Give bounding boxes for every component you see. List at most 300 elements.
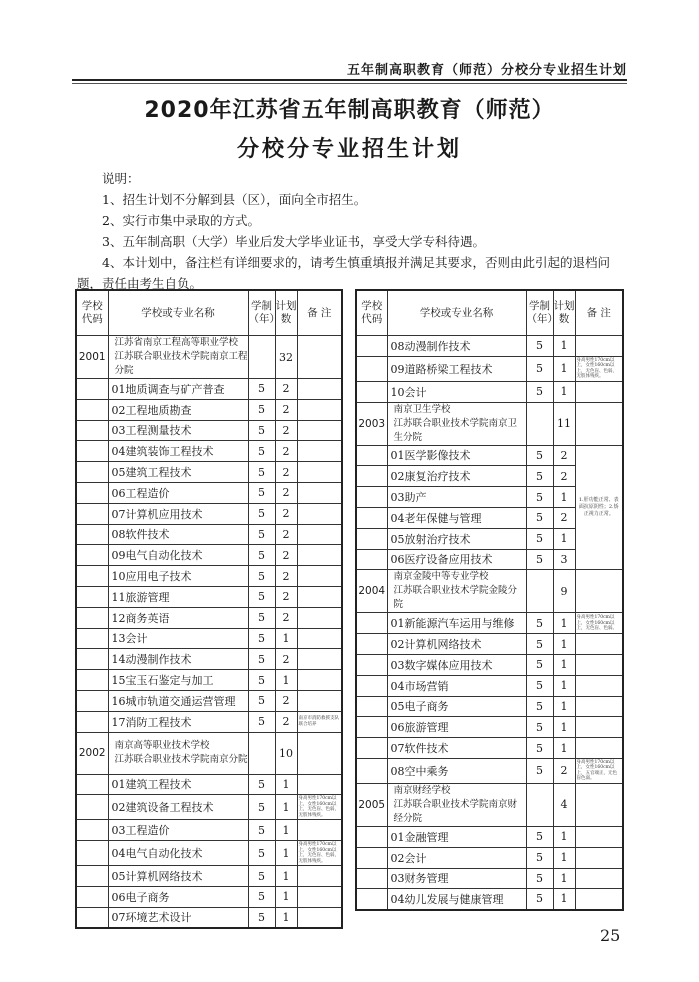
major-code-cell [356, 336, 387, 357]
major-years: 5 [248, 670, 275, 691]
major-plan: 2 [275, 503, 297, 524]
major-years: 5 [526, 613, 553, 634]
major-note [297, 628, 342, 649]
major-plan: 1 [275, 841, 297, 866]
major-name: 03财务管理 [387, 868, 526, 889]
major-plan: 1 [553, 889, 575, 910]
major-note [575, 847, 623, 868]
major-note [575, 381, 623, 402]
major-note [575, 717, 623, 738]
school-years [526, 783, 553, 826]
note-item: 3、五年制高职（大学）毕业后发大学毕业证书，享受大学专科待遇。 [102, 234, 485, 249]
major-note: 身高男性170cm以上，女性160cm以上，无色盲、色弱，无肢体残疾。 [297, 795, 342, 820]
major-note [575, 675, 623, 696]
major-row [76, 566, 342, 587]
major-note: 身高男性170cm以上，女性160cm以上，五官端正，无色盲色弱。 [575, 758, 623, 783]
major-plan: 1 [553, 696, 575, 717]
school-name [108, 336, 248, 379]
school-name-line: 南京金陵中等专业学校 [393, 571, 489, 583]
major-row [356, 696, 623, 717]
major-years: 5 [526, 634, 553, 655]
major-name: 05电子商务 [387, 696, 526, 717]
major-years: 5 [248, 545, 275, 566]
major-name: 03助产 [387, 487, 526, 508]
major-years: 5 [526, 549, 553, 570]
major-years: 5 [248, 420, 275, 441]
major-note [297, 545, 342, 566]
major-name: 01医学影像技术 [387, 445, 526, 466]
major-note [575, 868, 623, 889]
major-code-cell [356, 381, 387, 402]
major-row [76, 379, 342, 400]
major-years: 5 [526, 889, 553, 910]
major-note: 南京市消防救援支队联合培养 [297, 711, 342, 732]
major-row [356, 675, 623, 696]
major-years: 5 [248, 482, 275, 503]
page-title-line1: 2020年江苏省五年制高职教育（师范） [144, 98, 555, 123]
major-row [76, 462, 342, 483]
major-code-cell [356, 507, 387, 528]
major-code-cell [76, 628, 108, 649]
major-name: 05建筑工程技术 [108, 462, 248, 483]
major-note [297, 524, 342, 545]
major-row [356, 758, 623, 783]
major-note [297, 774, 342, 795]
major-years: 5 [526, 654, 553, 675]
major-name: 06医疗设备应用技术 [387, 549, 526, 570]
major-plan: 1 [553, 847, 575, 868]
major-years: 5 [526, 717, 553, 738]
major-plan: 2 [275, 420, 297, 441]
major-code-cell [76, 670, 108, 691]
school-plan: 4 [553, 783, 575, 826]
major-name: 04老年保健与管理 [387, 507, 526, 528]
major-plan: 2 [275, 524, 297, 545]
major-note [297, 886, 342, 907]
major-name: 01地质调查与矿产普查 [108, 379, 248, 400]
major-row [76, 795, 342, 820]
major-plan: 1 [553, 381, 575, 402]
major-plan: 1 [553, 336, 575, 357]
major-note [297, 379, 342, 400]
major-note [297, 607, 342, 628]
major-row [356, 738, 623, 759]
school-name-line: 江苏联合职业技术学院南京财经分院 [393, 798, 518, 824]
major-row [76, 628, 342, 649]
school-plan: 32 [275, 336, 297, 379]
major-row [76, 820, 342, 841]
major-name: 13会计 [108, 628, 248, 649]
major-plan: 1 [275, 866, 297, 887]
school-code: 2004 [356, 570, 387, 613]
major-name: 08动漫制作技术 [387, 336, 526, 357]
school-code: 2002 [76, 732, 108, 774]
major-plan: 2 [275, 690, 297, 711]
plan-table-right [355, 289, 624, 911]
major-years: 5 [248, 649, 275, 670]
major-plan: 1 [275, 820, 297, 841]
page-number: 25 [600, 926, 621, 945]
major-note [297, 399, 342, 420]
major-code-cell [356, 654, 387, 675]
major-name: 04建筑装饰工程技术 [108, 441, 248, 462]
major-plan: 2 [553, 507, 575, 528]
major-years: 5 [248, 774, 275, 795]
major-row [76, 841, 342, 866]
major-code-cell [76, 795, 108, 820]
major-note [297, 866, 342, 887]
major-code-cell [356, 738, 387, 759]
notes-label: 说明： [102, 171, 140, 186]
school-note [297, 336, 342, 379]
major-plan: 2 [275, 607, 297, 628]
major-code-cell [356, 487, 387, 508]
school-note [297, 732, 342, 774]
major-row [76, 503, 342, 524]
major-row [76, 907, 342, 928]
major-code-cell [76, 420, 108, 441]
col-header-name: 学校或专业名称 [387, 290, 526, 336]
major-row [356, 356, 623, 381]
major-row [76, 690, 342, 711]
major-years: 5 [526, 738, 553, 759]
major-name: 16城市轨道交通运营管理 [108, 690, 248, 711]
major-years: 5 [526, 487, 553, 508]
major-years: 5 [248, 628, 275, 649]
major-note [297, 820, 342, 841]
major-name: 02工程地质勘查 [108, 399, 248, 420]
major-code-cell [76, 462, 108, 483]
major-code-cell [76, 586, 108, 607]
col-header-plan: 计划数 [275, 290, 297, 336]
major-code-cell [76, 820, 108, 841]
major-name: 11旅游管理 [108, 586, 248, 607]
major-row [76, 649, 342, 670]
major-row [356, 717, 623, 738]
major-name: 01新能源汽车运用与维修 [387, 613, 526, 634]
major-row [356, 847, 623, 868]
major-name: 07软件技术 [387, 738, 526, 759]
major-note: 身高男性170cm以上，女性160cm以上，无色盲、色弱，无肢体残疾。 [297, 841, 342, 866]
major-years: 5 [526, 826, 553, 847]
notes-section [77, 168, 623, 294]
major-row [76, 607, 342, 628]
major-row [76, 545, 342, 566]
major-plan: 1 [275, 886, 297, 907]
major-row [76, 482, 342, 503]
major-name: 06工程造价 [108, 482, 248, 503]
major-code-cell [356, 466, 387, 487]
major-plan: 2 [275, 566, 297, 587]
major-plan: 2 [275, 399, 297, 420]
major-row [356, 445, 623, 466]
major-code-cell [356, 445, 387, 466]
col-header-years: 学制（年） [526, 290, 553, 336]
major-row [76, 886, 342, 907]
major-name: 09电气自动化技术 [108, 545, 248, 566]
major-name: 05计算机网络技术 [108, 866, 248, 887]
note-item: 4、本计划中，备注栏有详细要求的，请考生慎重填报并满足其要求，否则由此引起的退档问题，责任由考生自负。 [77, 255, 610, 291]
major-years: 5 [248, 841, 275, 866]
school-name-line: 南京卫生学校 [393, 403, 451, 415]
major-code-cell [356, 528, 387, 549]
school-plan: 11 [553, 402, 575, 445]
major-note [297, 649, 342, 670]
major-plan: 2 [553, 466, 575, 487]
major-code-cell [356, 717, 387, 738]
major-name: 07计算机应用技术 [108, 503, 248, 524]
major-name: 14动漫制作技术 [108, 649, 248, 670]
major-name: 09道路桥梁工程技术 [387, 356, 526, 381]
major-code-cell [76, 441, 108, 462]
major-years: 5 [248, 399, 275, 420]
major-years: 5 [526, 445, 553, 466]
major-row [356, 826, 623, 847]
major-years: 5 [526, 356, 553, 381]
major-code-cell [76, 607, 108, 628]
major-row [76, 670, 342, 691]
major-code-cell [76, 482, 108, 503]
school-years [248, 732, 275, 774]
major-code-cell [356, 675, 387, 696]
major-name: 02会计 [387, 847, 526, 868]
major-row [76, 774, 342, 795]
major-name: 02计算机网络技术 [387, 634, 526, 655]
major-code-cell [76, 711, 108, 732]
major-code-cell [76, 690, 108, 711]
major-row [76, 420, 342, 441]
major-years: 5 [526, 758, 553, 783]
major-code-cell [76, 841, 108, 866]
major-years: 5 [248, 711, 275, 732]
col-header-years: 学制（年） [248, 290, 275, 336]
major-years: 5 [248, 379, 275, 400]
major-plan: 2 [275, 711, 297, 732]
major-code-cell [356, 826, 387, 847]
col-header-code: 学校代码 [76, 290, 108, 336]
col-header-name: 学校或专业名称 [108, 290, 248, 336]
note-item: 1、招生计划不分解到县（区），面向全市招生。 [102, 192, 367, 207]
major-note [575, 634, 623, 655]
major-code-cell [76, 866, 108, 887]
major-name: 04电气自动化技术 [108, 841, 248, 866]
running-header: 五年制高职教育（师范）分校分专业招生计划 [346, 63, 627, 78]
major-name: 04幼儿发展与健康管理 [387, 889, 526, 910]
major-name: 12商务英语 [108, 607, 248, 628]
major-years: 5 [526, 466, 553, 487]
major-note [297, 420, 342, 441]
plan-table-left-body [76, 336, 342, 929]
major-plan: 2 [275, 649, 297, 670]
major-plan: 1 [553, 868, 575, 889]
major-note [297, 690, 342, 711]
major-note [575, 696, 623, 717]
major-plan: 1 [275, 774, 297, 795]
major-name: 03工程造价 [108, 820, 248, 841]
major-years: 5 [526, 696, 553, 717]
major-years: 5 [248, 503, 275, 524]
major-plan: 2 [275, 441, 297, 462]
major-plan: 1 [275, 628, 297, 649]
major-code-cell [76, 566, 108, 587]
major-note [575, 336, 623, 357]
major-years: 5 [248, 795, 275, 820]
major-years: 5 [248, 886, 275, 907]
school-plan: 9 [553, 570, 575, 613]
major-name: 03工程测量技术 [108, 420, 248, 441]
note-item: 2、实行市集中录取的方式。 [102, 213, 260, 228]
major-note [575, 654, 623, 675]
major-years: 5 [526, 381, 553, 402]
major-note [297, 462, 342, 483]
major-code-cell [356, 696, 387, 717]
school-name-line: 南京财经学校 [393, 784, 451, 796]
major-note [297, 907, 342, 928]
major-years: 5 [248, 607, 275, 628]
major-name: 05放射治疗技术 [387, 528, 526, 549]
major-name: 17消防工程技术 [108, 711, 248, 732]
major-plan: 1 [553, 487, 575, 508]
major-code-cell [76, 524, 108, 545]
major-years: 5 [526, 528, 553, 549]
major-name: 02建筑设备工程技术 [108, 795, 248, 820]
school-name [387, 783, 526, 826]
major-name: 15宝玉石鉴定与加工 [108, 670, 248, 691]
major-plan: 2 [553, 445, 575, 466]
major-code-cell [356, 634, 387, 655]
school-years [248, 336, 275, 379]
major-row [356, 654, 623, 675]
major-code-cell [356, 356, 387, 381]
plan-table-left [75, 289, 343, 929]
col-header-code: 学校代码 [356, 290, 387, 336]
merged-note: 1.肝功能正常、表面抗原阴性；2.矫正视力正常。 [575, 445, 623, 570]
major-name: 03数字媒体应用技术 [387, 654, 526, 675]
major-name: 10会计 [387, 381, 526, 402]
major-plan: 1 [553, 738, 575, 759]
major-years: 5 [526, 675, 553, 696]
school-row [356, 402, 623, 445]
col-header-note: 备 注 [575, 290, 623, 336]
school-row [356, 570, 623, 613]
major-years: 5 [248, 586, 275, 607]
major-row [76, 711, 342, 732]
major-note: 身高男性170cm以上，女性160cm以上，无色盲、色弱，无肢体残疾。 [575, 356, 623, 381]
major-name: 08空中乘务 [387, 758, 526, 783]
major-row [76, 866, 342, 887]
major-name: 10应用电子技术 [108, 566, 248, 587]
school-code: 2001 [76, 336, 108, 379]
major-name: 06旅游管理 [387, 717, 526, 738]
major-years: 5 [526, 868, 553, 889]
major-years: 5 [248, 690, 275, 711]
major-plan: 1 [553, 826, 575, 847]
major-years: 5 [526, 847, 553, 868]
major-name: 01金融管理 [387, 826, 526, 847]
major-years: 5 [526, 336, 553, 357]
major-row [356, 336, 623, 357]
major-code-cell [356, 613, 387, 634]
major-years: 5 [526, 507, 553, 528]
major-note [297, 482, 342, 503]
school-name [387, 402, 526, 445]
major-plan: 1 [553, 654, 575, 675]
major-code-cell [356, 549, 387, 570]
major-row [76, 586, 342, 607]
school-years [526, 402, 553, 445]
major-row [356, 889, 623, 910]
major-row [356, 634, 623, 655]
major-plan: 2 [275, 379, 297, 400]
major-note [297, 441, 342, 462]
major-plan: 1 [553, 717, 575, 738]
major-years: 5 [248, 462, 275, 483]
major-plan: 1 [553, 634, 575, 655]
major-note [297, 503, 342, 524]
school-note [575, 783, 623, 826]
major-name: 02康复治疗技术 [387, 466, 526, 487]
school-name [387, 570, 526, 613]
major-plan: 2 [275, 586, 297, 607]
major-note [297, 670, 342, 691]
school-note [575, 402, 623, 445]
major-code-cell [356, 758, 387, 783]
major-code-cell [76, 399, 108, 420]
school-row [76, 336, 342, 379]
major-code-cell [356, 889, 387, 910]
major-plan: 2 [275, 482, 297, 503]
major-name: 06电子商务 [108, 886, 248, 907]
major-plan: 1 [553, 613, 575, 634]
major-code-cell [76, 503, 108, 524]
major-name: 08软件技术 [108, 524, 248, 545]
major-row [356, 868, 623, 889]
major-code-cell [356, 868, 387, 889]
major-row [356, 381, 623, 402]
major-code-cell [356, 847, 387, 868]
major-note [297, 566, 342, 587]
major-plan: 3 [553, 549, 575, 570]
major-note: 身高男性170cm以上，女性160cm以上，无色盲、色弱。 [575, 613, 623, 634]
major-row [356, 613, 623, 634]
major-plan: 1 [275, 670, 297, 691]
school-plan: 10 [275, 732, 297, 774]
school-name-line: 江苏联合职业技术学院南京卫生分院 [393, 417, 518, 443]
school-name-line: 江苏联合职业技术学院南京工程分院 [114, 351, 248, 376]
school-code: 2005 [356, 783, 387, 826]
major-years: 5 [248, 441, 275, 462]
school-row [356, 783, 623, 826]
school-name-line: 南京高等职业技术学校 [114, 740, 210, 752]
school-name [108, 732, 248, 774]
major-note [297, 586, 342, 607]
major-row [76, 399, 342, 420]
major-name: 01建筑工程技术 [108, 774, 248, 795]
school-code: 2003 [356, 402, 387, 445]
header-rule-thin [72, 83, 627, 84]
school-note [575, 570, 623, 613]
major-note [575, 738, 623, 759]
major-years: 5 [248, 907, 275, 928]
major-years: 5 [248, 866, 275, 887]
major-plan: 2 [275, 462, 297, 483]
major-plan: 1 [553, 675, 575, 696]
major-years: 5 [248, 566, 275, 587]
major-row [76, 441, 342, 462]
school-row [76, 732, 342, 774]
school-name-line: 江苏联合职业技术学院金陵分院 [393, 585, 518, 611]
major-plan: 2 [553, 758, 575, 783]
